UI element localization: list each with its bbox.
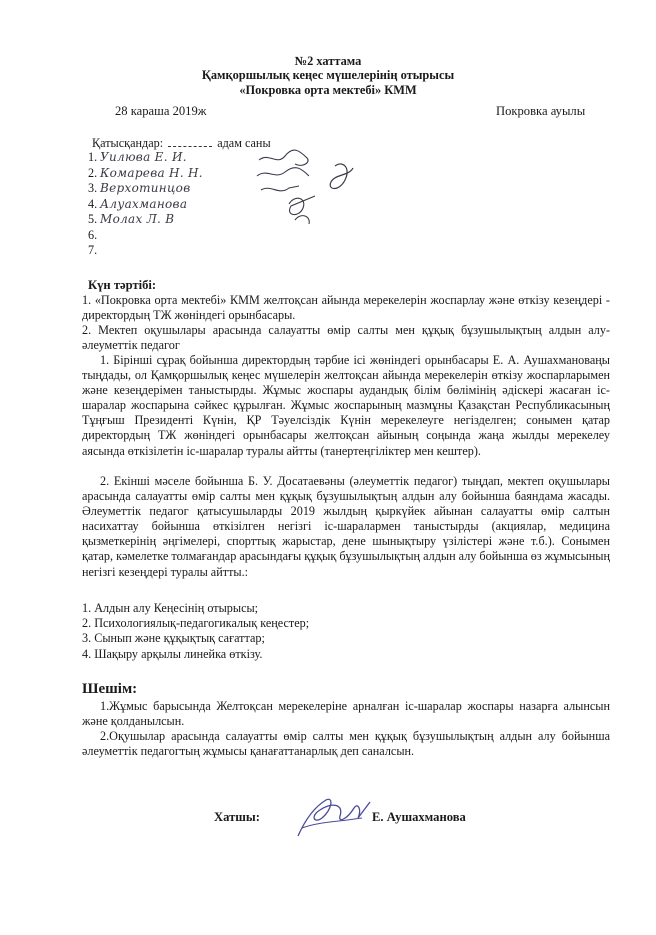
attendee-row <box>88 243 203 259</box>
attendee-name-handwritten: Молах Л. В <box>100 212 175 226</box>
decision-items <box>82 699 610 759</box>
attendee-number: 4. <box>88 196 98 211</box>
agenda-item-1: 1. «Покровка орта мектебі» КММ желтоқсан айында мерекелерін жоспарлау және өткізу кезеңдері - директордың ТЖ жөніндегі орынбасары. <box>82 293 610 323</box>
secretary-signature <box>292 788 376 844</box>
discussion-paragraph-2 <box>82 474 610 580</box>
attendee-number: 5. <box>88 212 98 226</box>
attendee-row <box>88 228 203 244</box>
list-item: 1. Алдын алу Кеңесінің отырысы; <box>82 601 259 615</box>
attendee-number: 1. <box>88 150 98 164</box>
prevention-list <box>82 601 309 662</box>
list-item: 2. Психологиялық-педагогикалық кеңестер; <box>82 616 310 631</box>
meeting-title: Қамқоршылық кеңес мүшелерінің отырысы <box>201 68 455 82</box>
attendee-name-handwritten: Верхотинцов <box>100 181 191 195</box>
list-item: 3. Сынып және құқықтық сағаттар; <box>82 631 265 646</box>
attendance-suffix: адам саны <box>217 136 271 150</box>
decision-item-2: 2.Оқушылар арасында салауатты өмір салты мен құқық бұзушылықтың алдын алу бойынша әлеуметтік педагогтың жұмысы қанағаттанарлық деп саналсын. <box>82 729 610 759</box>
attendee-list <box>88 150 203 259</box>
attendee-row <box>88 197 203 213</box>
protocol-number: №2 хаттама <box>294 54 362 68</box>
attendee-name-handwritten: Алуахманова <box>100 196 188 211</box>
attendee-number: 2. <box>88 165 98 180</box>
attendee-number: 7. <box>88 243 98 257</box>
list-item: 4. Шақыру арқылы линейка өткізу. <box>82 646 263 661</box>
attendee-number: 3. <box>88 181 98 195</box>
meeting-date: 28 караша 2019ж <box>115 104 207 118</box>
decision-title: Шешім: <box>82 681 138 697</box>
agenda-item-2: 2. Мектеп оқушылары арасында салауатты өмір салты мен құқық бұзушылықтың алдын алу-әлеуметтік педагог <box>82 323 610 353</box>
decision-item-1: 1.Жұмыс барысында Желтоқсан мерекелеріне арналған іс-шаралар жоспары назарға алынсын және қолданылсын. <box>82 699 610 729</box>
attendee-row <box>88 181 203 197</box>
attendee-row <box>88 150 203 166</box>
attendee-name-handwritten: Уилюва Е. И. <box>100 150 187 164</box>
attendance-count-blank <box>168 137 212 147</box>
discussion-text-2: 2. Екінші мәселе бойынша Б. У. Досатаевәны (әлеуметтік педагог) тыңдап, мектеп оқушылары арасында салауатты өмір салты мен құқық бұзушылықтың алдын алу бойынша баяндама жасады. Әлеуметтік педагог қатысушыларды 2019 жылдың қыркүйек айынан салауатты өмір салтын насихаттау бойынша өткізілген негізгі іс-шаралармен таныстырды (акциялар, медицина қызметкерінің әңгімелері, спорттық жарыстар, дене шынықтыру үзілістері және т.б.). Сонымен қатар, кәмелетке толмағандар арасындағы құқық бұзушылықтың алдын алу бойынша өз жұмысының негізгі кезеңдері туралы айтты.: <box>82 474 610 579</box>
meeting-place: Покровка ауылы <box>496 104 586 118</box>
agenda-items <box>82 293 610 353</box>
attendee-name-handwritten: Комарева Н. Н. <box>100 165 203 180</box>
discussion-text-1: 1. Бірінші сұрақ бойынша директордың тәрбие ісі жөніндегі орынбасары Е. А. Аушахмановаңы тыңдады, ол Қамқоршылық кеңес мүшелерін желтоқсан айында мерекелерін өткізу жоспарларымен және кезеңдерімен таныстырды. Жұмыс жоспары аудандық білім бөлімінің әдіскері жасаған іс-шаралар жоспарына сәйкес құрылған. Жұмыс жоспарының мазмұны Қазақстан Республикасының Тұңғыш Президенті Күнін, ҚР Тәуелсіздік Күнін мерекелеуге негізделген; сонымен қатар директордың ТЖ жөніндегі орынбасары желтоқсан айының соңында жаңа жылды мерекелеу аясында өткізілетін іс-шаралар туралы айтты (танертеңгіліктер мен кештер). <box>82 353 610 458</box>
secretary-label: Хатшы: <box>214 810 260 824</box>
discussion-paragraph-1 <box>82 353 610 459</box>
secretary-name: Е. Аушахманова <box>372 810 466 824</box>
attendee-number: 6. <box>88 227 98 242</box>
attendance-label: Қатысқандар: <box>92 136 164 150</box>
attendee-signatures <box>255 146 365 236</box>
school-name: «Покровка орта мектебі» КММ <box>239 83 417 97</box>
attendee-row <box>88 212 203 228</box>
attendance-line <box>92 136 271 151</box>
attendee-row <box>88 166 203 182</box>
agenda-title: Күн тәртібі: <box>88 278 157 292</box>
